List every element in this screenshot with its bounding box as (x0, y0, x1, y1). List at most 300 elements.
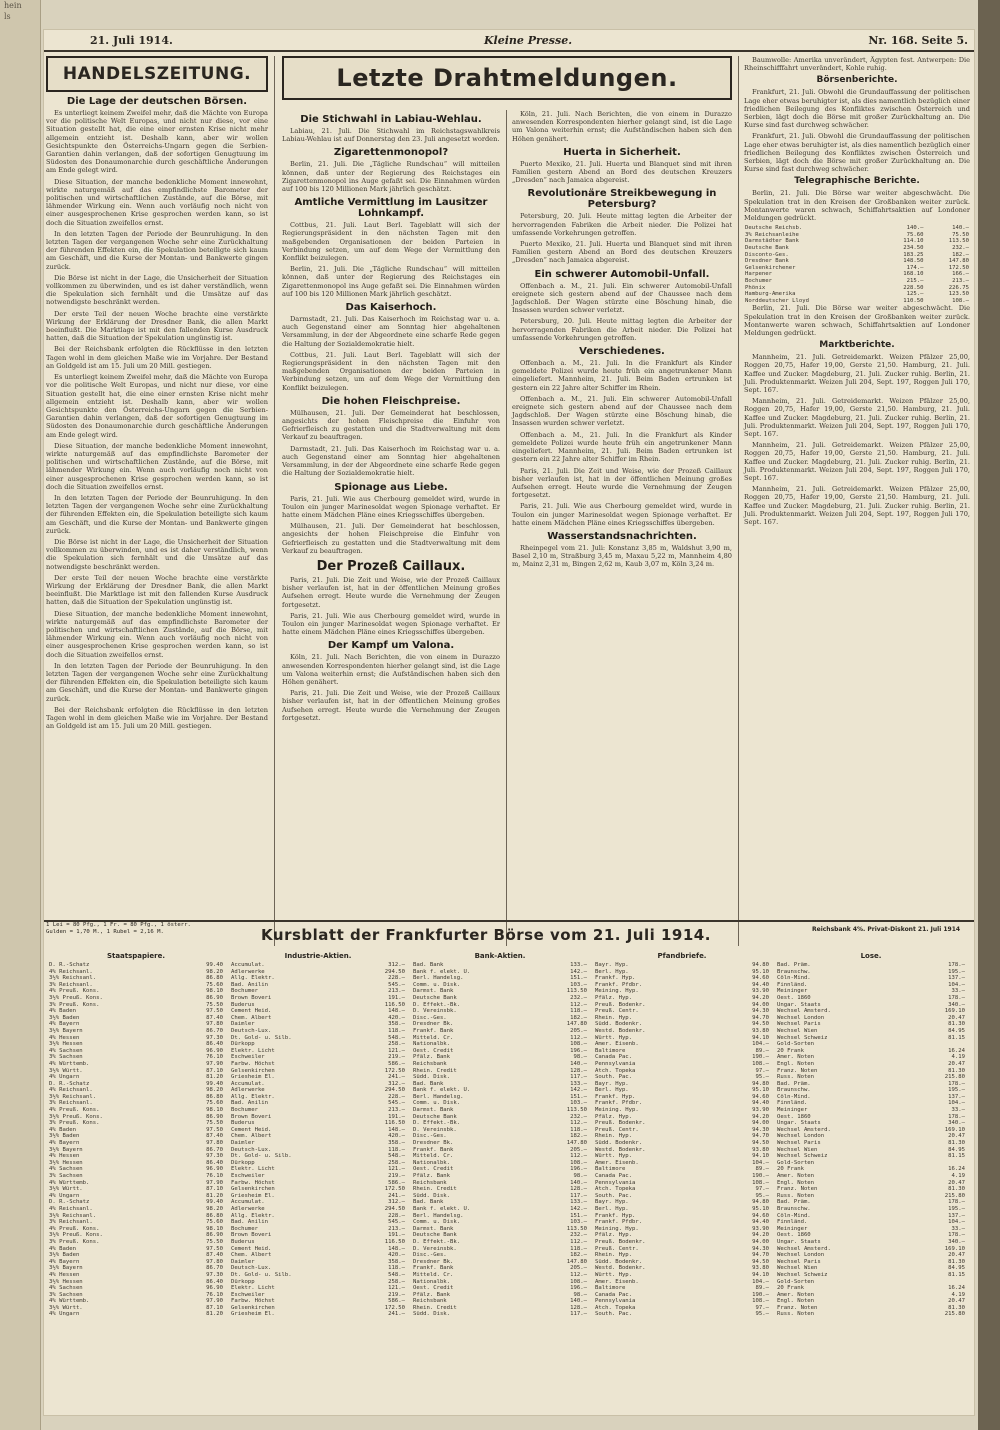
kurs-heading: Bank-Aktien. (474, 952, 526, 960)
table-row (594, 1272, 770, 1279)
table-row (594, 1133, 770, 1140)
price-cell: 191.— (388, 1113, 405, 1120)
price-cell: 190.— (752, 1291, 769, 1298)
table-row (776, 1279, 966, 1286)
security-name: Eschweiler (231, 1291, 265, 1298)
handel-paragraph: Die Börse ist nicht in der Lage, die Unsicherheit der Situation vollkommen zu überwinden, und es ist daher verständlich, wenn die Spekulation sich fernhält und die Umsätze auf das notwendigste beschränkt werden. (46, 537, 268, 571)
security-name: Westd. Bodenkr. (595, 1265, 646, 1272)
markt-heading: Marktberichte. (819, 340, 895, 351)
security-name: Baltimore (595, 1047, 626, 1054)
security-name: Pfälz. Hyp. (595, 994, 633, 1001)
price-cell: 93.80 (752, 1027, 769, 1034)
security-name: Gold-Sorten (777, 1278, 815, 1285)
price-cell: 133.— (570, 1199, 587, 1206)
security-name: 3½% Württ. (49, 1186, 83, 1193)
price-cell: 94.30 (752, 1126, 769, 1133)
table-row (776, 1081, 966, 1088)
security-name: Westd. Bodenkr. (595, 1146, 646, 1153)
table-row (230, 1094, 406, 1101)
security-name: Dresdner Bk. (413, 1140, 454, 1147)
table-row (230, 1087, 406, 1094)
price-cell: 258.— (388, 1278, 405, 1285)
price-cell: 97.50 (206, 1008, 223, 1015)
column-divider (738, 56, 739, 946)
security-name: 3½% Baden (49, 1014, 80, 1021)
price-cell: 97.80 (206, 1258, 223, 1265)
table-row (230, 1193, 406, 1200)
table-row (48, 982, 224, 989)
price-cell: 16.24 (948, 1166, 965, 1173)
security-name: 3% Preuß. Kons. (49, 1001, 100, 1008)
security-name: Amer. Noten (777, 1173, 815, 1179)
table-row (744, 298, 970, 305)
table-row (412, 1160, 588, 1167)
price-cell: 75.50 (952, 231, 969, 238)
kurs-table (230, 962, 406, 1318)
price-cell: 94.60 (752, 1093, 769, 1100)
security-name: 3% Reichsanl. (49, 1219, 93, 1226)
security-name: D. R.-Schatz (49, 1080, 90, 1087)
price-cell: 95.10 (752, 968, 769, 975)
table-row (412, 1219, 588, 1226)
price-cell (912, 1041, 966, 1048)
security-name: Gelsenkirchen (231, 1067, 275, 1074)
table-row (594, 1239, 770, 1246)
boersen-text: Frankfurt, 21. Juli. Obwohl die Grundauffassung der politischen Lage eher etwas beruhigter ist, als dies namentlich bezüglich einer friedlichen Beilegung des Konfliktes zwischen Österreich und Serbien, lägt doch die Börse mit großer Zurückhaltung an. Die Kurse sind fast durchweg schwächer. (744, 132, 971, 174)
security-name: Dürkopp (231, 1041, 255, 1048)
security-name: 3½% Preuß. Kons. (49, 1113, 103, 1120)
price-cell: 258.— (388, 1159, 405, 1166)
price-cell: 117.— (570, 1192, 587, 1199)
telegr-text: Berlin, 21. Juli. Die Börse war weiter abgeschwächt. Die Spekulation trat in den Kreisen der Großbanken weiter zurück. Montanwerte waren schwach, Schiffahrtsaktien auf Londoner Meldungen gedrückt. (744, 304, 970, 337)
price-cell: 113.50 (566, 1107, 587, 1114)
table-row (594, 1206, 770, 1213)
price-cell: 86.90 (206, 1113, 223, 1120)
price-cell: 172.50 (384, 1304, 405, 1311)
table-row (776, 1133, 966, 1140)
security-name: Amer. Eisenb. (595, 1159, 639, 1166)
table-row (776, 1265, 966, 1272)
security-name: Disc.-Ges. (413, 1133, 447, 1140)
security-name: Allg. Elektr. (231, 1212, 275, 1219)
security-name: Buderus (231, 1001, 255, 1008)
price-cell: 182.— (952, 251, 969, 258)
price-cell: 103.— (570, 981, 587, 988)
security-name: 4% Sachsen (49, 1047, 83, 1054)
price-cell: 81.30 (948, 1258, 965, 1265)
table-row (230, 1265, 406, 1272)
security-name: 4% Baden (49, 1008, 76, 1015)
table-row (776, 1002, 966, 1009)
security-name: Brown Boveri (231, 1232, 272, 1239)
price-cell: 75.50 (206, 1001, 223, 1008)
telegr-heading: Telegraphische Berichte. (794, 176, 920, 187)
table-row (230, 995, 406, 1002)
security-name: D. Vereinsbk. (413, 1008, 457, 1015)
table-row (48, 1002, 224, 1009)
security-name: Phönix (745, 284, 766, 291)
table-row (776, 1298, 966, 1305)
price-cell: 118.— (570, 1008, 587, 1015)
table-row (230, 975, 406, 982)
security-name: Elektr. Licht (231, 1047, 275, 1054)
price-cell: 87.40 (206, 1133, 223, 1140)
security-name: Wechsel Paris (777, 1021, 821, 1028)
security-name: Berl. Handelsg. (413, 975, 464, 982)
price-cell: 94.80 (752, 1199, 769, 1206)
price-cell: 94.10 (752, 1034, 769, 1041)
security-name: Pfälz. Bank (413, 1291, 451, 1298)
security-name: 4% Ungarn (49, 1074, 80, 1081)
price-cell: 241.— (388, 1192, 405, 1199)
handel-paragraph: Der erste Teil der neuen Woche brachte eine verstärkte Wirkung der Erklärung der Dresdner Bank, die allen Markt beeinflußt. Die Marktlage ist mit den fallenden Kurse Ausdruck hatten, daß die Situation der Spekulation ungünstig ist. (46, 309, 268, 343)
price-cell: 93.90 (752, 988, 769, 995)
price-cell: 94.30 (752, 1245, 769, 1252)
security-name: Buderus (231, 1120, 255, 1127)
price-cell: 84.95 (948, 1146, 965, 1153)
table-row (230, 1166, 406, 1173)
table-row (594, 1087, 770, 1094)
price-cell: 205.— (570, 1265, 587, 1272)
security-name: 3½% Württ. (49, 1067, 83, 1074)
security-name: 3½% Bayern (49, 1146, 83, 1153)
kurs-column (776, 950, 966, 1318)
table-row (594, 1120, 770, 1127)
security-name: 4% Württemb. (49, 1298, 90, 1305)
table-row (776, 982, 966, 989)
price-cell: 169.10 (944, 1008, 965, 1015)
price-cell: 196.— (570, 1047, 587, 1054)
price-cell: 108.— (570, 1041, 587, 1048)
price-cell: 112.— (570, 1153, 587, 1160)
security-name: 3½% Württ. (49, 1304, 83, 1311)
security-name: Braunschw. (777, 1087, 811, 1094)
table-row (48, 1074, 224, 1081)
table-row (594, 1252, 770, 1259)
news-text: Cottbus, 21. Juli. Laut Berl. Tageblatt will sich der Regierungspräsident in den nächsten Tagen mit den maßgebenden Organisationen der beiden Parteien in Verbindung setzen, um auf dem Wege der Vermittlung den Konflikt beizulegen. (282, 221, 500, 263)
kurs-table (412, 962, 588, 1318)
price-cell: 86.90 (206, 1232, 223, 1239)
table-row (48, 1239, 224, 1246)
table-row (230, 1028, 406, 1035)
security-name: 3½% Hessen (49, 1278, 83, 1285)
table-row (412, 1305, 588, 1312)
security-name: D. Vereinsbk. (413, 1245, 457, 1252)
price-cell: 340.— (948, 1238, 965, 1245)
security-name: Canada Pac. (595, 1054, 633, 1061)
security-name: Disc.-Ges. (413, 1014, 447, 1021)
table-row (230, 1246, 406, 1253)
security-name: Canada Pac. (595, 1291, 633, 1298)
kursblatt-title: Kursblatt der Frankfurter Börse vom 21. Juli 1914. (261, 926, 711, 944)
table-row (48, 1285, 224, 1292)
table-row (594, 1140, 770, 1147)
price-cell: 95.— (755, 1311, 769, 1318)
security-name: Wechsel Schweiz (777, 1153, 828, 1160)
security-name: Preuß. Bodenkr. (595, 1238, 646, 1245)
table-row (230, 1186, 406, 1193)
price-cell: 112.— (570, 1120, 587, 1127)
table-row (412, 1173, 588, 1180)
security-name: Dt. Gold- u. Silb. (231, 1153, 292, 1160)
price-cell: 358.— (388, 1140, 405, 1147)
price-cell: 95.10 (752, 1205, 769, 1212)
news-text: Petersburg, 20. Juli. Heute mittag legten die Arbeiter der hervorragenden Fabriken die Arbeit nieder. Die Polizei hat umfassende Vorkehrungen getroffen. (512, 317, 732, 342)
table-row (594, 1226, 770, 1233)
security-name: Bayr. Hyp. (595, 1080, 629, 1087)
table-row (776, 1094, 966, 1101)
table-row (48, 1246, 224, 1253)
table-row (776, 1173, 966, 1180)
security-name: Wechsel Paris (777, 1140, 821, 1147)
security-name: Chem. Albert (231, 1133, 272, 1140)
table-row (48, 1166, 224, 1173)
news-heading: Zigarettenmonopol? (333, 147, 449, 159)
security-name: Ungar. Staats (777, 1120, 821, 1127)
table-row (776, 1035, 966, 1042)
price-cell: 94.20 (752, 1232, 769, 1239)
table-row (412, 1114, 588, 1121)
security-name: Pennsylvania (595, 1179, 636, 1186)
security-name: Südd. Disk. (413, 1311, 451, 1318)
security-name: Russ. Noten (777, 1192, 815, 1199)
price-cell: 151.— (570, 1093, 587, 1100)
security-name: Gold-Sorten (777, 1041, 815, 1048)
table-row (230, 1107, 406, 1114)
table-row (230, 1305, 406, 1312)
table-row (744, 258, 970, 265)
security-name: Berl. Handelsg. (413, 1212, 464, 1219)
price-cell: 94.70 (752, 1252, 769, 1259)
table-row (594, 995, 770, 1002)
table-row (594, 1008, 770, 1015)
table-row (48, 1232, 224, 1239)
table-row (230, 1153, 406, 1160)
security-name: Wechsel London (777, 1252, 825, 1259)
security-name: Griesheim El. (231, 1192, 275, 1199)
security-name: Frankf. Bank (413, 1265, 454, 1272)
security-name: Finnländ. (777, 1100, 808, 1107)
price-cell: 420.— (388, 1133, 405, 1140)
table-row (412, 1015, 588, 1022)
news-text: Berlin, 21. Juli. Die „Tägliche Rundschau“ will mitteilen können, daß unter der Regierung des Reichstages ein Zigarettenmonopol ins Auge gefaßt sei. Die Einnahmen würden auf 100 bis 120 Millionen Mark jährlich geschätzt. (282, 160, 500, 194)
price-cell: 213.— (388, 1107, 405, 1114)
price-cell: 116.50 (384, 1238, 405, 1245)
price-cell: 113.50 (566, 988, 587, 995)
price-cell: 86.40 (206, 1041, 223, 1048)
table-row (594, 1265, 770, 1272)
price-cell: 86.40 (206, 1159, 223, 1166)
security-name: Amer. Eisenb. (595, 1278, 639, 1285)
table-row (776, 1061, 966, 1068)
table-row (776, 1153, 966, 1160)
price-cell: 358.— (388, 1258, 405, 1265)
handel-paragraph: In den letzten Tagen der Periode der Beunruhigung. In den letzten Tagen der vergangenen Woche sehr eine Zurückhaltung der führenden Effekten ein, die Spekulation beteiligte sich kaum am Geschäft, und die Kurse der Montan- und Bankwerte gingen zurück. (46, 661, 268, 703)
security-name: Frankf. Bank (413, 1027, 454, 1034)
news-heading: Die Stichwahl in Labiau-Wehlau. (300, 114, 482, 125)
security-name: Dresdner Bank (745, 258, 789, 265)
security-name: Bad. Anilin (231, 981, 269, 988)
security-name: 3½% Preuß. Kons. (49, 1232, 103, 1239)
news-text: Paris, 21. Juli. Die Zeit und Weise, wie der Prozeß Caillaux bisher verlaufen ist, hat in der öffentlichen Meinung großes Aufsehen erregt. Heute wurde die Vernehmung der Zeugen fortgesetzt. (282, 575, 500, 609)
price-cell: 95.— (755, 1074, 769, 1081)
table-row (594, 1180, 770, 1187)
security-name: D. Effekt.-Bk. (413, 1001, 461, 1008)
price-cell: 294.50 (384, 1087, 405, 1094)
price-cell: 94.80 (752, 962, 769, 968)
table-row (776, 1048, 966, 1055)
price-cell: 195.— (948, 968, 965, 975)
table-row (594, 1002, 770, 1009)
table-row (230, 1285, 406, 1292)
security-name: Elektr. Licht (231, 1285, 275, 1292)
table-row (776, 1100, 966, 1107)
table-row (412, 1087, 588, 1094)
security-name: Russ. Noten (777, 1074, 815, 1081)
security-name: Wechsel London (777, 1014, 825, 1021)
header-paper-title: Kleine Presse. (484, 34, 573, 47)
price-cell: 148.— (388, 1126, 405, 1133)
table-row (776, 1041, 966, 1048)
table-row (48, 1140, 224, 1147)
price-cell: 215.80 (944, 1311, 965, 1318)
security-name: Wechsel Schweiz (777, 1271, 828, 1278)
table-row (594, 1147, 770, 1154)
security-name: Preuß. Centr. (595, 1008, 639, 1015)
security-name: 4% Bayern (49, 1258, 80, 1265)
table-row (594, 1074, 770, 1081)
security-name: Cement Heid. (231, 1008, 272, 1015)
price-cell: 81.30 (948, 1067, 965, 1074)
security-name: 4% Preuß. Kons. (49, 1107, 100, 1114)
price-cell: 94.40 (752, 1219, 769, 1226)
price-cell: 110.50 (903, 297, 924, 304)
price-cell: 133.— (570, 962, 587, 968)
table-row (412, 1054, 588, 1061)
security-name: 3½% Baden (49, 1133, 80, 1140)
security-name: Cöln-Mind. (777, 1212, 811, 1219)
table-row (48, 1305, 224, 1312)
table-row (594, 1114, 770, 1121)
price-cell: 121.— (388, 1285, 405, 1292)
security-name: Dresdner Bk. (413, 1021, 454, 1028)
handel-paragraph: Diese Situation, der manche bedenkliche Moment innewohnt, wirkte naturgemäß auf das empfindlichste Barometer der politischen und wirtschaftlichen Zustände, auf die Börse, mit lähmender Wirkung ein. Wenn auch vorläufig noch nicht von einer ausgesprochenen Krise gesprochen werden kann, so ist doch die Situation zweifellos ernst. (46, 177, 268, 227)
price-cell: 4.19 (951, 1173, 965, 1179)
price-cell: 75.60 (906, 231, 924, 238)
right-binding-edge (978, 0, 1000, 1430)
price-cell: 97.90 (206, 1298, 223, 1305)
price-cell: 87.10 (206, 1186, 223, 1193)
table-row (412, 995, 588, 1002)
price-cell: 148.— (388, 1008, 405, 1015)
price-cell: 548.— (388, 1271, 405, 1278)
table-row (230, 1114, 406, 1121)
security-name: Bad. Bank (413, 962, 444, 968)
security-name: Frankf. Pfdbr. (595, 981, 643, 988)
handel-paragraph: Es unterliegt keinem Zweifel mehr, daß die Mächte von Europa vor die politische Welt Europas, und nicht nur diese, vor eine Situation gestellt hat, die eine einer ernsten Krise nicht mehr allgemein entzieht ist. Deshalb kann, aber wir wollen Gesichtspunkte den Österreichs-Ungarn gegen die Serbien-Garantien dahin verlangen, daß der sofortigen Genugtuung im Südosten des Donaumonarchie durch geschäftliche Änderungen am Ende gelegt wird. (46, 109, 268, 175)
price-cell: 97.90 (206, 1060, 223, 1067)
table-row (776, 1114, 966, 1121)
table-row (412, 1265, 588, 1272)
table-row (230, 1272, 406, 1279)
security-name: Accumulat. (231, 1080, 265, 1087)
security-name: 20 Frank (777, 1047, 804, 1054)
table-row (776, 1028, 966, 1035)
price-cell: 196.— (570, 1166, 587, 1173)
table-row (744, 225, 970, 232)
table-row (594, 1213, 770, 1220)
price-cell: 140.— (570, 1179, 587, 1186)
table-row (594, 1094, 770, 1101)
security-name: Darmstädter Bank (745, 238, 799, 245)
security-name: Gelsenkirchen (231, 1304, 275, 1311)
price-cell: 97.30 (206, 1153, 223, 1160)
news-text: Offenbach a. M., 21. Juli. Ein schwerer Automobil-Unfall ereignete sich gestern abend auf der Chaussee nach dem Jagdschloß. Der Wagen stürzte eine Böschung hinab, die Insassen wurden schwer verletzt. (512, 394, 732, 428)
price-cell: 89.— (755, 1285, 769, 1292)
price-cell: 117.— (570, 1311, 587, 1318)
price-cell: 169.10 (944, 1126, 965, 1133)
security-name: Griesheim El. (231, 1311, 275, 1318)
price-cell: 104.— (752, 1159, 769, 1166)
price-cell: 151.— (570, 975, 587, 982)
security-name: Bochumer (231, 988, 258, 995)
table-row (776, 1180, 966, 1187)
price-cell: 89.— (755, 1166, 769, 1173)
header-page-number: Nr. 168. Seite 5. (868, 34, 968, 47)
security-name: 4% Sachsen (49, 1285, 83, 1292)
price-cell: 81.20 (206, 1311, 223, 1318)
security-name: Pennsylvania (595, 1060, 636, 1067)
security-name: 3½% Reichsanl. (49, 1093, 97, 1100)
price-cell: 137.— (948, 1093, 965, 1100)
price-cell: 20.47 (948, 1014, 965, 1021)
table-row (744, 278, 970, 285)
table-row (594, 1232, 770, 1239)
table-row (230, 1160, 406, 1167)
security-name: 20 Frank (777, 1285, 804, 1292)
security-name: 4% Bayern (49, 1021, 80, 1028)
table-row (776, 1147, 966, 1154)
security-name: D. Effekt.-Bk. (413, 1238, 461, 1245)
price-cell: 169.10 (944, 1245, 965, 1252)
table-row (594, 1199, 770, 1206)
price-cell: 215.80 (944, 1192, 965, 1199)
table-row (48, 1147, 224, 1154)
price-cell: 97.30 (206, 1271, 223, 1278)
table-row (412, 1298, 588, 1305)
price-cell: 168.10 (903, 271, 924, 278)
price-cell: 118.— (388, 1265, 405, 1272)
table-row (412, 1272, 588, 1279)
security-name: Elektr. Licht (231, 1166, 275, 1173)
price-cell: 142.— (570, 1205, 587, 1212)
price-cell: 117.— (570, 1074, 587, 1081)
price-cell: 178.— (948, 1080, 965, 1087)
kurs-column (594, 950, 770, 1318)
security-name: Wechsel London (777, 1133, 825, 1140)
table-row (230, 1008, 406, 1015)
security-name: Frankf. Hyp. (595, 975, 636, 982)
table-row (48, 1186, 224, 1193)
price-cell: 142.— (570, 1087, 587, 1094)
handel-paragraph: Bei der Reichsbank erfolgten die Rückflüsse in den letzten Tagen wohl in dem gleichen Maße wie im Vorjahre. Der Bestand an Goldgeld ist am 15. Juli um 20 Mill. gestiegen. (46, 705, 268, 731)
price-cell: 340.— (948, 1001, 965, 1008)
security-name: Daimler (231, 1140, 255, 1147)
price-cell: 182.— (570, 1014, 587, 1021)
price-cell: 137.— (948, 1212, 965, 1219)
security-name: Darmst. Bank (413, 988, 454, 995)
security-name: Eschweiler (231, 1173, 265, 1179)
